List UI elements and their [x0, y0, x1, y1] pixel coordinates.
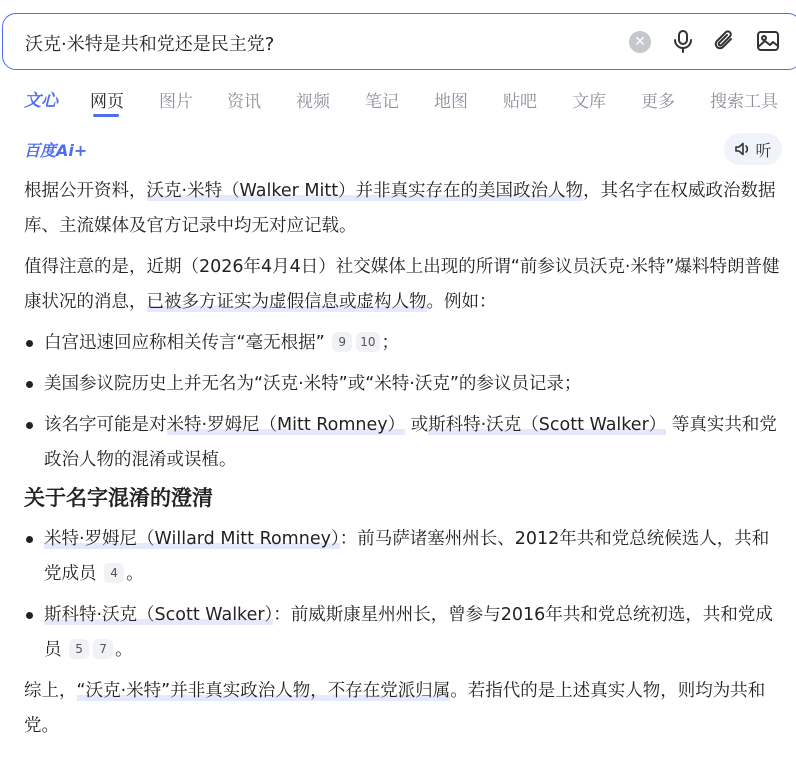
baidu-ai-logo: 百度Ai+: [24, 141, 88, 160]
highlight-text: 斯科特·沃克（Scott Walker）: [428, 415, 667, 435]
tab-search-tools[interactable]: 搜索工具: [710, 92, 778, 112]
highlight-text: 已被多方证实为虚假信息或虚构人物: [146, 292, 427, 312]
reference-badge[interactable]: 9: [332, 332, 352, 352]
bullet-list: [24, 522, 782, 668]
list-item: 斯科特·沃克（Scott Walker）：前威斯康星州州长，曾参与2016年共和党总统初选，共和党成员 5 7 。: [24, 598, 782, 668]
listen-label: 听: [755, 140, 772, 160]
tab-tieba[interactable]: 贴吧: [503, 92, 537, 112]
highlight-text: 米特·罗姆尼（Willard Mitt Romney）: [44, 529, 340, 549]
attachment-icon[interactable]: [712, 28, 738, 54]
ai-answer: [24, 174, 782, 744]
reference-badge[interactable]: 10: [356, 332, 379, 352]
image-search-icon[interactable]: [755, 28, 781, 54]
tab-news[interactable]: 资讯: [227, 92, 261, 112]
answer-paragraph: 根据公开资料，沃克·米特（Walker Mitt）并非真实存在的美国政治人物，其名字在权威政治数据库、主流媒体及官方记录中均无对应记载。: [24, 181, 776, 236]
clear-icon[interactable]: ✕: [629, 31, 651, 53]
tab-images[interactable]: 图片: [159, 92, 193, 112]
search-box[interactable]: [2, 13, 796, 70]
listen-button[interactable]: [724, 133, 782, 165]
list-item: 米特·罗姆尼（Willard Mitt Romney）：前马萨诸塞州州长、2012年共和党总统候选人，共和党成员 4 。: [24, 522, 782, 592]
highlight-text: 米特·罗姆尼（Mitt Romney）: [166, 415, 406, 435]
tab-notes[interactable]: 笔记: [365, 92, 399, 112]
highlight-text: 沃克·米特（Walker Mitt）并非真实存在的美国政治人物: [146, 181, 584, 201]
speaker-icon: [734, 140, 752, 158]
tab-maps[interactable]: 地图: [434, 92, 468, 112]
search-tabs: [0, 84, 796, 118]
list-item: 美国参议院历史上并无名为“沃克·米特”或“米特·沃克”的参议员记录；: [24, 367, 782, 402]
reference-badge[interactable]: 5: [69, 639, 89, 659]
list-item: 该名字可能是对米特·罗姆尼（Mitt Romney） 或斯科特·沃克（Scott Walker） 等真实共和党政治人物的混淆或误植。: [24, 408, 782, 478]
reference-badge[interactable]: 4: [104, 563, 124, 583]
tab-web[interactable]: 网页: [90, 92, 124, 112]
highlight-text: 斯科特·沃克（Scott Walker）: [44, 605, 274, 625]
list-item: 白宫迅速回应称相关传言“毫无根据” 9 10 ；: [24, 326, 782, 361]
bullet-list: [24, 326, 782, 478]
section-heading: 关于名字混淆的澄清: [24, 486, 213, 510]
answer-paragraph: 值得注意的是，近期（2026年4月4日）社交媒体上出现的所谓“前参议员沃克·米特”爆料特朗普健康状况的消息，已被多方证实为虚假信息或虚构人物。例如：: [24, 257, 780, 312]
tab-wenxin[interactable]: 文心: [24, 91, 58, 111]
tab-videos[interactable]: 视频: [296, 92, 330, 112]
reference-badge[interactable]: 7: [93, 639, 113, 659]
answer-paragraph: 综上，“沃克·米特”并非真实政治人物，不存在党派归属。若指代的是上述真实人物，则均为共和党。: [24, 681, 766, 736]
tab-more[interactable]: 更多: [641, 92, 675, 112]
tab-wenku[interactable]: 文库: [572, 92, 606, 112]
active-tab-indicator: [93, 114, 119, 117]
search-input[interactable]: 沃克·米特是共和党还是民主党?: [25, 34, 275, 55]
highlight-text: “沃克·米特”并非真实政治人物，不存在党派归属: [76, 681, 451, 701]
microphone-icon[interactable]: [670, 28, 696, 54]
